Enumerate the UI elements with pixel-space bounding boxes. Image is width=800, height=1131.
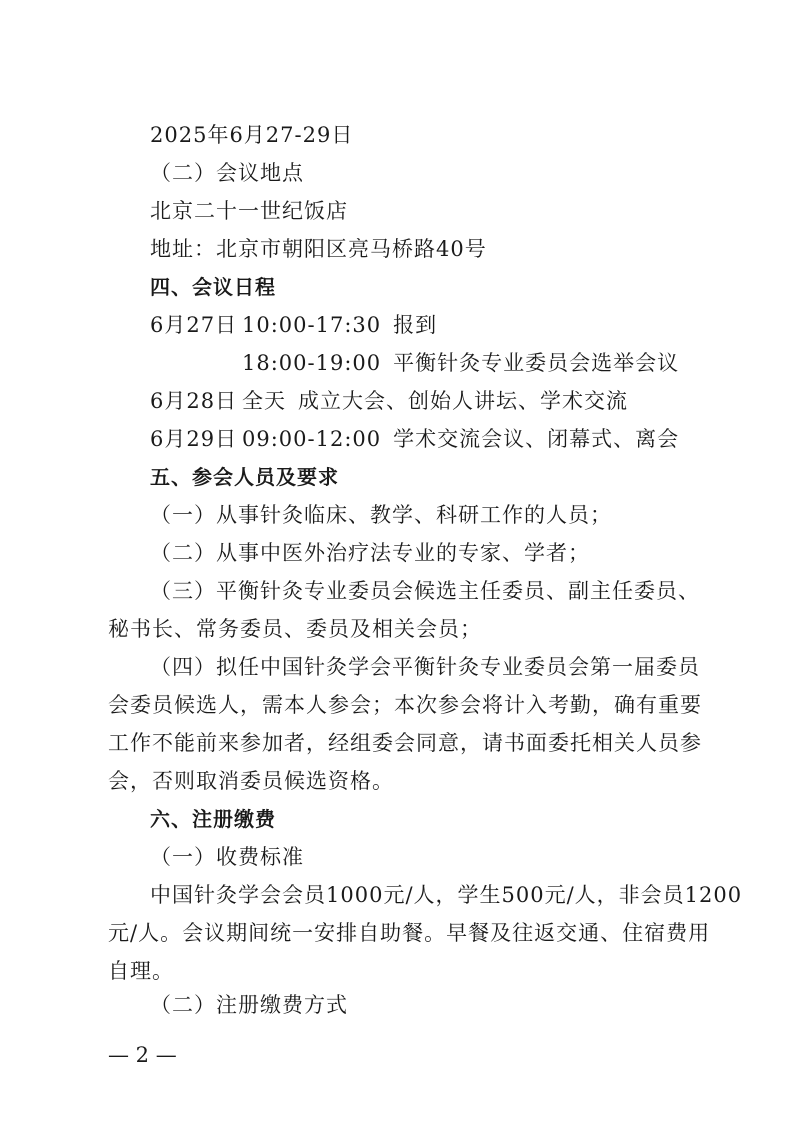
schedule-time: 10:00-17:30 <box>242 313 382 337</box>
payment-method-heading: （二）注册缴费方式 <box>150 993 348 1017</box>
fee-line-3: 自理。 <box>108 959 174 983</box>
schedule-event: 报到 <box>393 313 438 337</box>
schedule-event: 平衡针灸专业委员会选举会议 <box>393 351 680 375</box>
participant-item-4-line-3: 工作不能前来参加者，经组委会同意，请书面委托相关人员参 <box>108 731 702 755</box>
meeting-date: 2025年6月27-29日 <box>150 123 354 147</box>
participant-item-2: （二）从事中医外治疗法专业的专家、学者； <box>150 541 590 565</box>
schedule-event: 学术交流会议、闭幕式、离会 <box>393 427 680 451</box>
schedule-row <box>150 310 437 340</box>
fee-heading: （一）收费标准 <box>150 845 304 869</box>
schedule-time: 18:00-19:00 <box>242 351 382 375</box>
page-number: — 2 — <box>108 1043 177 1067</box>
schedule-date: 6月28日 <box>150 389 238 413</box>
participants-heading: 五、参会人员及要求 <box>150 465 339 489</box>
schedule-row <box>150 386 628 416</box>
participant-item-4-line-1: （四）拟任中国针灸学会平衡针灸专业委员会第一届委员 <box>150 655 700 679</box>
fee-line-2: 元/人。会议期间统一安排自助餐。早餐及往返交通、住宿费用 <box>108 921 711 945</box>
schedule-heading: 四、会议日程 <box>150 275 276 299</box>
schedule-date: 6月27日 <box>150 313 238 337</box>
participant-item-3-line-2: 秘书长、常务委员、委员及相关会员； <box>108 617 482 641</box>
schedule-time: 全天 <box>242 389 286 413</box>
schedule-date: 6月29日 <box>150 427 238 451</box>
participant-item-4-line-4: 会，否则取消委员候选资格。 <box>108 769 394 793</box>
participant-item-4-line-2: 会委员候选人，需本人参会；本次参会将计入考勤，确有重要 <box>108 693 702 717</box>
schedule-row <box>150 424 679 454</box>
schedule-row <box>150 348 679 378</box>
schedule-time: 09:00-12:00 <box>242 427 382 451</box>
participant-item-1: （一）从事针灸临床、教学、科研工作的人员； <box>150 503 612 527</box>
participant-item-3-line-1: （三）平衡针灸专业委员会候选主任委员、副主任委员、 <box>150 579 700 603</box>
schedule-event: 成立大会、创始人讲坛、学术交流 <box>298 389 628 413</box>
fee-line-1: 中国针灸学会会员1000元/人，学生500元/人，非会员1200 <box>150 883 743 907</box>
location-heading: （二）会议地点 <box>150 161 304 185</box>
address: 地址：北京市朝阳区亮马桥路40号 <box>150 237 487 261</box>
hotel-name: 北京二十一世纪饭店 <box>150 199 348 223</box>
registration-heading: 六、注册缴费 <box>150 807 276 831</box>
